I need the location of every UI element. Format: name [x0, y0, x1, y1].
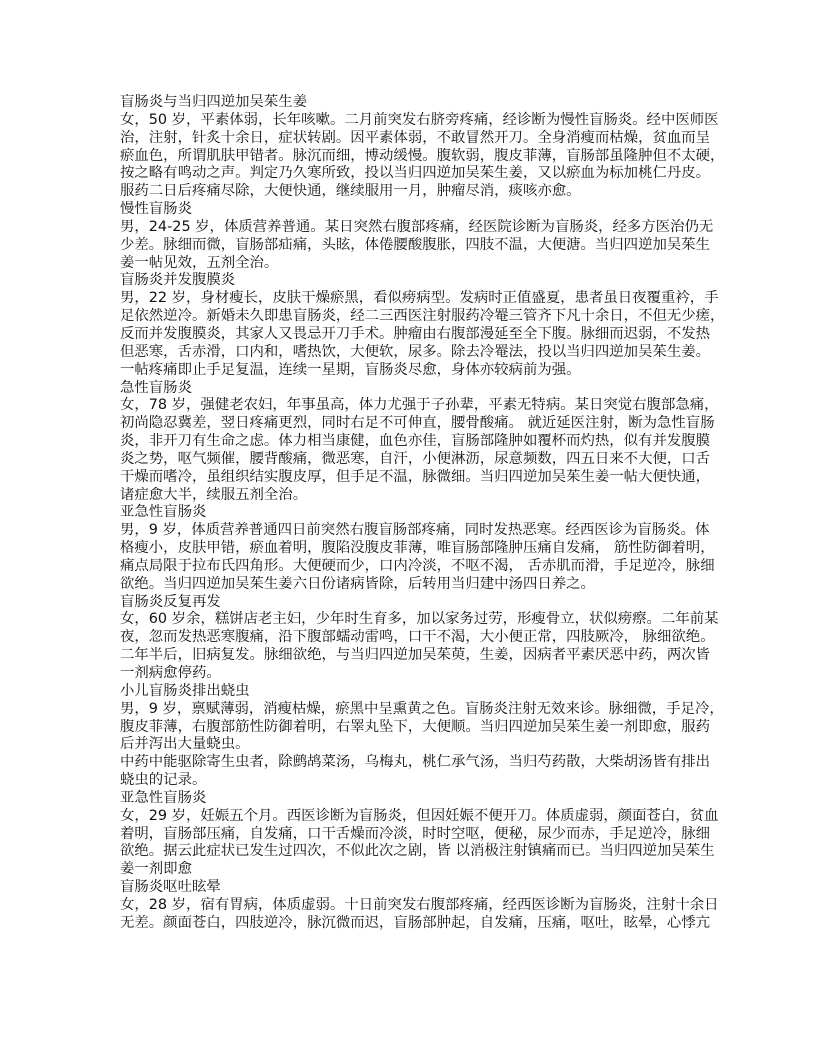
body-text-line: 一帖疼痛即止手足复温，连续一星期，盲肠炎尽愈，身体亦较病前为强。 [120, 361, 581, 378]
body-text-line: 女，50 岁，平素体弱，长年咳嗽。二月前突发右脐旁疼痛，经诊断为慢性盲肠炎。经中医师医 [120, 111, 719, 128]
body-text-line: 服药二日后疼痛尽除，大便快通，继续服用一月，肿瘤尽消，痰咳亦愈。 [120, 183, 581, 200]
body-text-line: 男，22 岁，身材瘦长，皮肤干燥瘀黑，看似痨病型。发病时正值盛夏，患者虽日夜覆重衿，手 [120, 290, 719, 307]
body-text-line: 男，9 岁，体质营养普通四日前突然右腹盲肠部疼痛，同时发热恶寒。经西医诊为盲肠炎。体 [120, 522, 710, 539]
body-text-line: 姜一帖见效，五剂全治。 [120, 254, 279, 271]
body-text-line: 初尚隐忍冀差，翌日疼痛更烈，同时右足不可伸直，腰骨酸痛。 就近延医注射，断为急性盲肠 [120, 415, 715, 432]
body-text-line: 但恶寒，舌赤滑，口内和，嗜热饮，大便软，尿多。除去冷罨法，投以当归四逆加吴茱生姜。 [120, 343, 711, 360]
section-heading: 盲肠炎反复再发 [120, 593, 221, 610]
body-text-line: 欲绝。当归四逆加吴茱生姜六日份诸病皆除，后转用当归建中汤四日养之。 [120, 575, 595, 592]
section-heading: 盲肠炎并发腹膜炎 [120, 272, 236, 289]
section-heading: 盲肠炎呕吐眩晕 [120, 879, 221, 896]
body-text-line: 女，29 岁，妊娠五个月。西医诊断为盲肠炎，但因妊娠不便开刀。体质虚弱，颜面苍白，贫血 [120, 807, 719, 824]
body-text-line: 中药中能驱除寄生虫者，除鹧鸪菜汤，乌梅丸，桃仁承气汤，当归芍药散，大柴胡汤皆有排出 [120, 754, 711, 771]
body-text-line: 腹皮菲薄，右腹部筋性防御着明，右睪丸坠下，大便顺。当归四逆加吴茱生姜一剂即愈，服药 [120, 718, 711, 735]
document-body [120, 94, 725, 933]
body-text-line: 姜一剂即愈 [120, 861, 192, 878]
body-text-line: 蛲虫的记录。 [120, 772, 207, 789]
body-text-line: 炎，非开刀有生命之虑。体力相当康健，血色亦佳，盲肠部隆肿如覆杯而灼热，似有并发腹膜 [120, 433, 711, 450]
section-heading: 慢性盲肠炎 [120, 201, 192, 218]
section-heading: 盲肠炎与当归四逆加吴茱生姜 [120, 94, 308, 110]
body-text-line: 女，28 岁，宿有胃病，体质虚弱。十日前突发右腹部疼痛，经西医诊断为盲肠炎，注射十余日 [120, 896, 719, 913]
section-heading: 亚急性盲肠炎 [120, 504, 207, 521]
section-heading: 急性盲肠炎 [120, 379, 192, 396]
body-text-line: 按之略有鸣动之声。判定乃久寒所致，投以当归四逆加吴茱生姜，又以瘀血为标加桃仁丹皮。 [120, 165, 711, 182]
section-heading: 亚急性盲肠炎 [120, 789, 207, 806]
body-text-line: 诸症愈大半，续服五剂全治。 [120, 486, 308, 503]
body-text-line: 欲绝。据云此症状已发生过四次，不似此次之剧，皆 以消极注射镇痛而已。当归四逆加吴茱生 [120, 843, 715, 860]
body-text-line: 足依然逆冷。新婚未久即患盲肠炎，经二三西医注射服药冷罨三管齐下凡十余日，不但无少瘥， [120, 308, 725, 325]
body-text-line: 女，78 岁，强健老农妇，年事虽高，体力尤强于子孙辈，平素无特病。某日突觉右腹部急痛， [120, 397, 719, 414]
body-text-line: 格瘦小，皮肤甲错，瘀血着明，腹陷没腹皮菲薄，唯盲肠部隆肿压痛自发痛， 筋性防御着明， [120, 540, 715, 557]
body-text-line: 夜，忽而发热恶寒腹痛，沿下腹部蠕动雷鸣，口干不渴，大小便正常，四肢厥冷， 脉细欲绝。 [120, 629, 715, 646]
body-text-line: 无差。颜面苍白，四肢逆冷，脉沉微而迟，盲肠部肿起，自发痛，压痛，呕吐，眩晕，心悸亢 [120, 914, 711, 931]
body-text-line: 男，9 岁，禀赋薄弱，消瘦枯燥，瘀黑中呈熏黄之色。盲肠炎注射无效来诊。脉细微，手足冷， [120, 700, 724, 717]
body-text-line: 着明，盲肠部压痛，自发痛，口干舌燥而冷淡，时时空呕，便秘，尿少而赤，手足逆冷，脉细 [120, 825, 711, 842]
body-text-line: 干燥而嗜冷，虽组织结实腹皮厚，但手足不温，脉微细。当归四逆加吴茱生姜一帖大便快通， [120, 468, 711, 485]
body-text-line: 炎之势，呕气频催，腰背酸痛，微恶寒，自汗，小便淋沥，尿意频数，四五日来不大便，口舌 [120, 450, 711, 467]
body-text-line: 瘀血色，所谓肌肤甲错者。脉沉而细，博动缓慢。腹软弱，腹皮菲薄，盲肠部虽隆肿但不太硬， [120, 147, 725, 164]
body-text-line: 后并泻出大量蛲虫。 [120, 736, 250, 753]
body-text-line: 男，24-25 岁，体质营养普通。某日突然右腹部疼痛，经医院诊断为盲肠炎，经多方医治仍无 [120, 218, 714, 235]
body-text-line: 少差。脉细而微，盲肠部疝痛，头眩，体倦腰酸腹胀，四肢不温，大便溏。当归四逆加吴茱生 [120, 236, 711, 253]
body-text-line: 女，60 岁余，糕饼店老主妇，少年时生育多，加以家务过劳，形瘦骨立，状似痨瘵。二年前某 [120, 611, 719, 628]
body-text-line: 治，注射，针炙十余日，症状转剧。因平素体弱，不敢冒然开刀。全身消瘦而枯燥，贫血而呈 [120, 129, 711, 146]
body-text-line: 痛点局限于拉布氏四角形。大便硬而少，口内冷淡，不呕不渴， 舌赤肌而滑，手足逆冷，脉细 [120, 557, 715, 574]
body-text-line: 反而并发腹膜炎，其家人又畏忌开刀手术。肿瘤由右腹部漫延至全下腹。脉细而迟弱，不发热 [120, 325, 711, 342]
body-text-line: 二年半后，旧病复发。脉细欲绝，与当归四逆加吴茱萸，生姜，因病者平素厌恶中药，两次皆 [120, 647, 711, 664]
section-heading: 小儿盲肠炎排出蛲虫 [120, 682, 250, 699]
body-text-line: 一剂病愈停药。 [120, 665, 221, 681]
